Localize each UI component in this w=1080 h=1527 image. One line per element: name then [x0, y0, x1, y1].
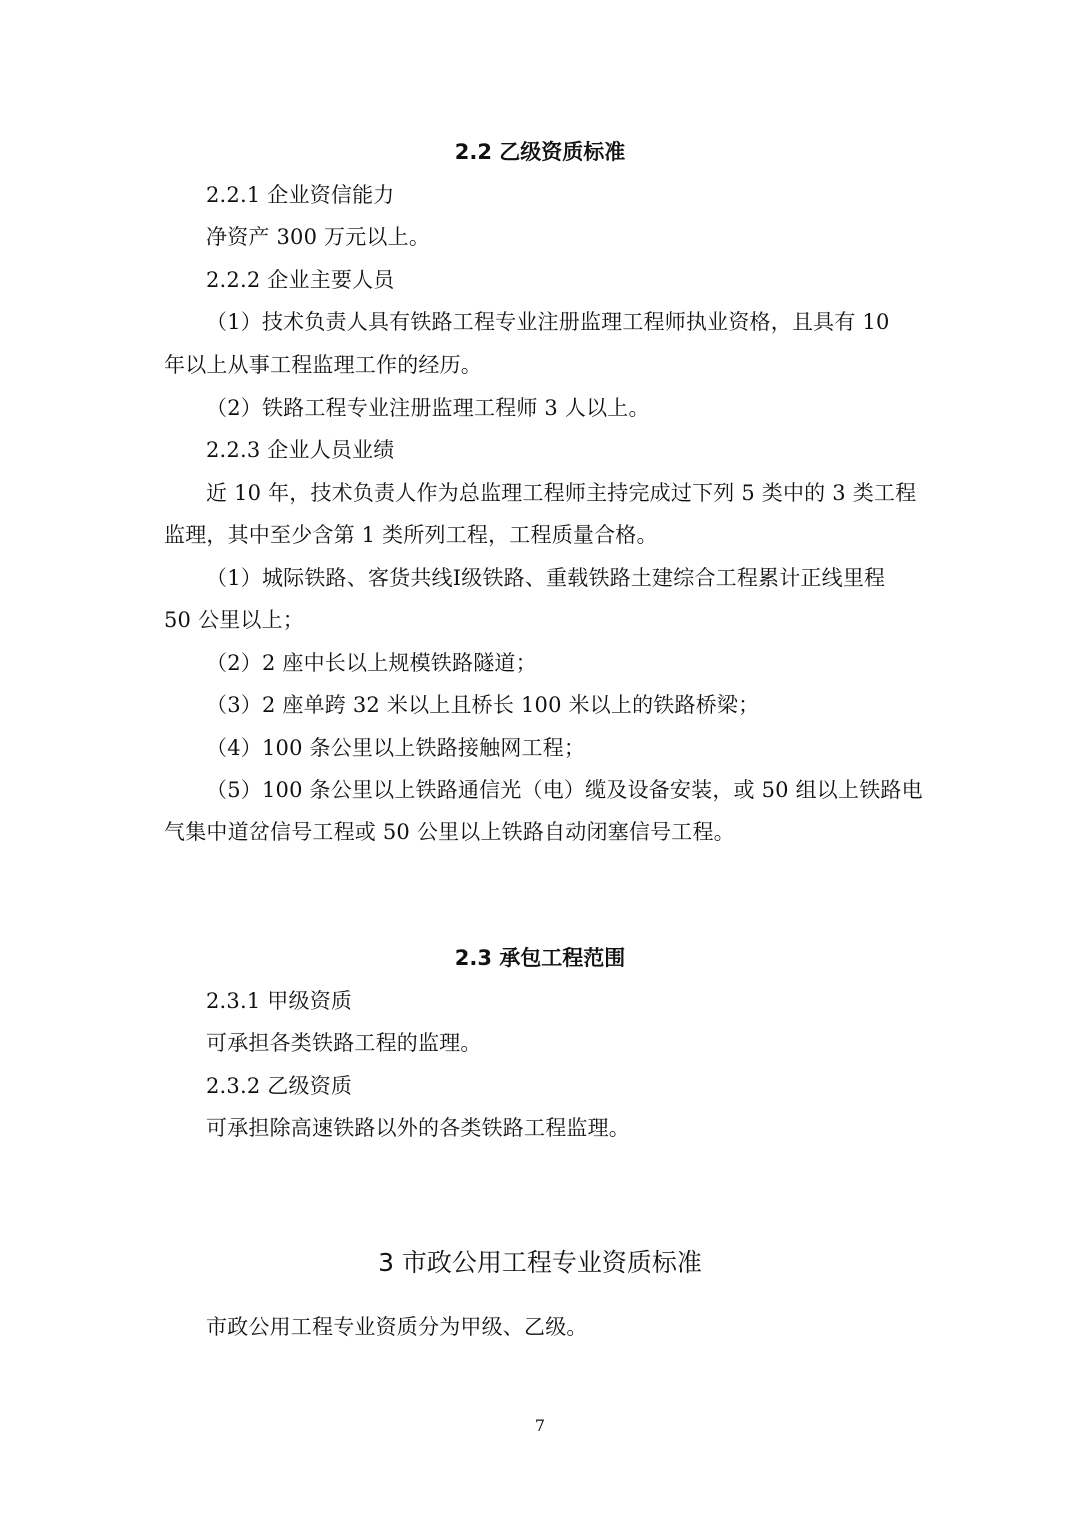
page-number: 7: [534, 1416, 546, 1435]
paragraph-net-assets: 净资产 300 万元以上。: [206, 225, 431, 249]
list-item-5-line-2: 气集中道岔信号工程或 50 公里以上铁路自动闭塞信号工程。: [164, 820, 735, 844]
list-item-1-line-1: （1）城际铁路、客货共线Ⅰ级铁路、重载铁路土建综合工程累计正线里程: [206, 566, 886, 590]
list-item-5-line-1: （5）100 条公里以上铁路通信光（电）缆及设备安装，或 50 组以上铁路电: [206, 778, 923, 802]
subsection-title-2-3-1: 2.3.1 甲级资质: [206, 989, 353, 1013]
subsection-title-2-2-2: 2.2.2 企业主要人员: [206, 268, 395, 292]
section-heading-3: 3 市政公用工程专业资质标准: [378, 1248, 702, 1277]
paragraph-municipal-grades: 市政公用工程专业资质分为甲级、乙级。: [206, 1315, 588, 1339]
paragraph-item-2: （2）铁路工程专业注册监理工程师 3 人以上。: [206, 396, 650, 420]
paragraph-grade-b-scope: 可承担除高速铁路以外的各类铁路工程监理。: [206, 1116, 630, 1140]
list-item-2: （2）2 座中长以上规模铁路隧道；: [206, 651, 537, 675]
subsection-title-2-2-3: 2.2.3 企业人员业绩: [206, 438, 395, 462]
paragraph-item-1-line-1: （1）技术负责人具有铁路工程专业注册监理工程师执业资格，且具有 10: [206, 310, 890, 334]
section-heading-2-2: 2.2 乙级资质标准: [454, 140, 626, 164]
subsection-title-2-3-2: 2.3.2 乙级资质: [206, 1074, 353, 1098]
section-heading-2-3: 2.3 承包工程范围: [454, 946, 626, 970]
list-item-1-line-2: 50 公里以上；: [164, 608, 304, 632]
list-item-3: （3）2 座单跨 32 米以上且桥长 100 米以上的铁路桥梁；: [206, 693, 760, 717]
paragraph-grade-a-scope: 可承担各类铁路工程的监理。: [206, 1031, 482, 1055]
subsection-title-2-2-1: 2.2.1 企业资信能力: [206, 183, 395, 207]
paragraph-intro-line-1: 近 10 年，技术负责人作为总监理工程师主持完成过下列 5 类中的 3 类工程: [206, 481, 917, 505]
paragraph-intro-line-2: 监理，其中至少含第 1 类所列工程，工程质量合格。: [164, 523, 658, 547]
paragraph-item-1-line-2: 年以上从事工程监理工作的经历。: [164, 353, 482, 377]
list-item-4: （4）100 条公里以上铁路接触网工程；: [206, 736, 586, 760]
